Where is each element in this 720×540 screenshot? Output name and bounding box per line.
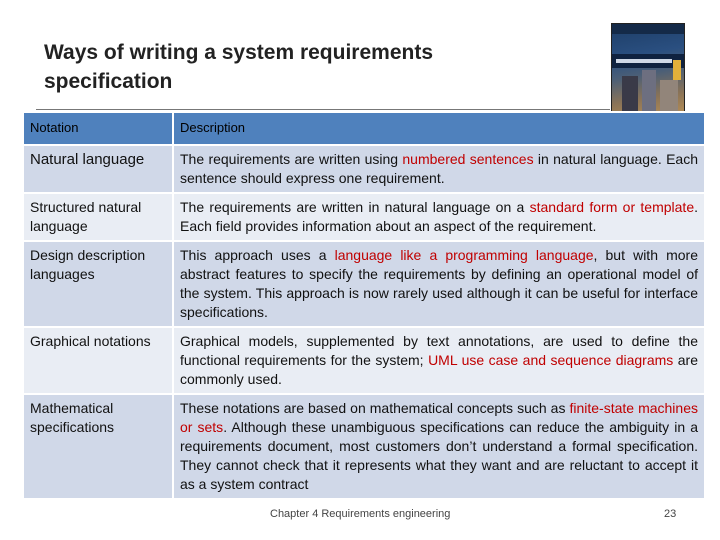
notation-cell: Graphical notations (23, 327, 173, 394)
table-row (23, 241, 705, 327)
description-cell (173, 193, 705, 241)
description-cell (173, 394, 705, 499)
description-text: . Each field provides information about an aspect of the requirement. (180, 199, 699, 234)
slide-footer: Chapter 4 Requirements engineering (270, 508, 451, 520)
notation-table (22, 111, 706, 500)
description-cell (173, 145, 705, 193)
book-cover-image (611, 23, 685, 113)
description-text: The requirements are written using (180, 151, 403, 167)
table-row (23, 394, 705, 499)
table-row (23, 145, 705, 193)
notation-cell: Structured natural language (23, 193, 173, 241)
notation-cell: Natural language (23, 145, 173, 193)
page-number: 23 (664, 508, 677, 520)
description-text: , but with more abstract features to specify the requirements by defining an operational model of the system. This approach is now rarely used although it can be useful for interface specifications. (180, 247, 698, 320)
highlighted-text: UML use case and sequence diagrams (428, 352, 674, 368)
notation-cell: Design description languages (23, 241, 173, 327)
description-text: This approach uses a (180, 247, 335, 263)
header-notation: Notation (23, 112, 173, 145)
highlighted-text: finite-state machines or sets (180, 400, 698, 435)
highlighted-text: standard form or template (529, 199, 695, 215)
highlighted-text: numbered sentences (402, 151, 534, 167)
description-cell (173, 327, 705, 394)
table-row (23, 193, 705, 241)
table-header-row (23, 112, 705, 145)
description-cell (173, 241, 705, 327)
slide-title: Ways of writing a system requirements specification (44, 41, 434, 93)
description-text: are commonly used. (180, 352, 699, 387)
description-text: in natural language. Each sentence should express one requirement. (180, 151, 698, 186)
description-text: These notations are based on mathematical concepts such as (180, 400, 570, 416)
table-row (23, 327, 705, 394)
description-text: The requirements are written in natural language on a (180, 199, 530, 215)
highlighted-text: language like a programming language (334, 247, 594, 263)
description-text: Graphical models, supplemented by text annotations, are used to define the functional requirements for the system; (180, 333, 698, 368)
header-description: Description (173, 112, 705, 145)
description-text: . Although these unambiguous specifications can reduce the ambiguity in a requirements document, most customers don’t understand a formal specification. They cannot check that it represents what they want and are reluctant to accept it as a system contract (180, 419, 698, 492)
notation-cell: Mathematical specifications (23, 394, 173, 499)
title-divider (36, 109, 610, 110)
